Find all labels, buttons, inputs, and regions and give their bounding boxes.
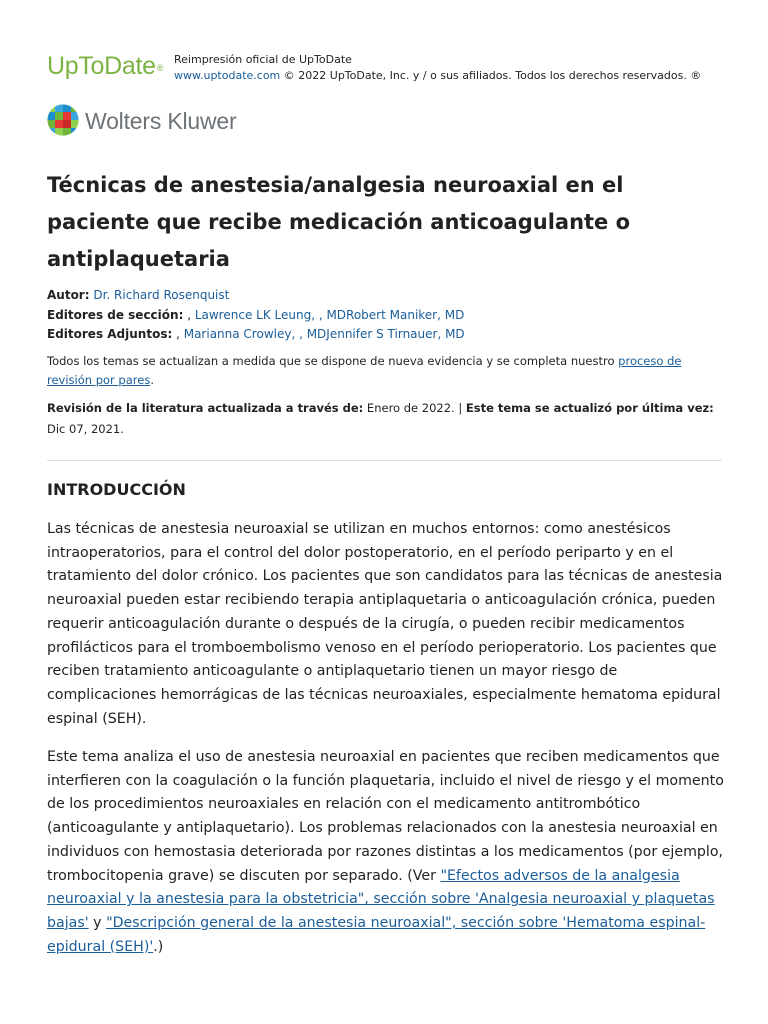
reprint-info xyxy=(174,52,701,84)
section-editors-link[interactable]: Lawrence LK Leung, , MDRobert Maniker, MD xyxy=(194,307,465,322)
author-link[interactable]: Dr. Richard Rosenquist xyxy=(93,288,230,302)
uptodate-logo[interactable]: UpToDate® xyxy=(47,52,164,80)
lit-review-date: Enero de 2022. | xyxy=(363,401,466,415)
obstetric-analgesia-link[interactable]: "Efectos adversos de la analgesia neuroaxial y la anestesia para la obstetricia", sección sobre 'Analgesia neuroaxial y plaquetas bajas' xyxy=(47,867,715,931)
section-editors-label: Editores de sección: xyxy=(47,307,184,322)
deputy-editors-label: Editores Adjuntos: xyxy=(47,327,173,341)
section-divider xyxy=(47,460,722,461)
update-note-text: Todos los temas se actualizan a medida que se dispone de nueva evidencia y se completa nuestro xyxy=(47,354,619,368)
deputy-editors-link[interactable]: Marianna Crowley, , MDJennifer S Tirnauer, MD xyxy=(183,327,465,341)
section-editors-line xyxy=(47,306,727,326)
p2-end: .) xyxy=(153,938,164,955)
lit-review-label: Revisión de la literatura actualizada a través de: xyxy=(47,401,364,415)
intro-paragraph-1: Las técnicas de anestesia neuroaxial se utilizan en muchos entornos: como anestésicos intraoperatorios, para el control del dolor postoperatorio, en el período periparto y en el tratamiento del dolor crónico. Los pacientes que son candidatos para las técnicas de anestesia neuroaxial pueden estar recibiendo terapia antiplaquetaria o anticoagulación crónica, pueden requerir anticoagulación durante o después de la cirugía, o pueden recibir medicamentos profilácticos para el tromboembolismo venoso en el período perioperatorio. Los pacientes que reciben tratamiento anticoagulante o antiplaquetario tienen un mayor riesgo de complicaciones hemorrágicas de las técnicas neuroaxiales, especialmente hematoma epidural espinal (SEH). xyxy=(47,521,723,727)
header xyxy=(47,50,727,90)
last-update-date: Dic 07, 2021. xyxy=(47,422,124,436)
last-update-label: Este tema se actualizó por última vez: xyxy=(465,401,714,415)
copyright-line xyxy=(174,68,701,84)
reprint-label: Reimpresión oficial de UpToDate xyxy=(174,53,352,66)
section-heading: INTRODUCCIÓN xyxy=(47,480,186,499)
p2-mid: y xyxy=(88,914,107,931)
review-dates xyxy=(47,398,717,440)
author-label: Autor: xyxy=(47,288,90,302)
update-note-end: . xyxy=(150,373,154,387)
section-editors-sep: , xyxy=(183,307,195,322)
intro-paragraph-2 xyxy=(47,746,727,959)
update-note xyxy=(47,352,717,390)
uptodate-site-link[interactable]: www.uptodate.com xyxy=(174,69,281,82)
neuraxial-overview-link[interactable]: "Descripción general de la anestesia neuroaxial", sección sobre 'Hematoma espinal-epidural (SEH)' xyxy=(47,914,706,955)
peer-review-link[interactable]: proceso de revisión por pares xyxy=(47,354,682,387)
deputy-editors-line xyxy=(47,325,727,345)
author-line xyxy=(47,286,727,306)
article-credits xyxy=(47,286,727,345)
wolters-kluwer-globe-icon xyxy=(47,104,79,136)
article-title: Técnicas de anestesia/analgesia neuroaxial en el paciente que recibe medicación anticoagulante o antiplaquetaria xyxy=(47,173,631,271)
deputy-editors-sep: , xyxy=(172,327,184,341)
copyright-text: © 2022 UpToDate, Inc. y / o sus afiliados. Todos los derechos reservados. ® xyxy=(280,69,702,82)
p2-text: Este tema analiza el uso de anestesia neuroaxial en pacientes que reciben medicamentos que interfieren con la coagulación o la función plaquetaria, incluido el nivel de riesgo y el momento de los procedimientos neuroaxiales en relación con el medicamento antitrombótico (anticoagulante y antiplaquetario). Los problemas relacionados con la anestesia neuroaxial en individuos con hemostasia deteriorada por razones distintas a los medicamentos (por ejemplo, trombocitopenia grave) se discuten por separado. (Ver xyxy=(47,749,724,884)
wolters-kluwer-wordmark: Wolters Kluwer xyxy=(85,108,237,134)
